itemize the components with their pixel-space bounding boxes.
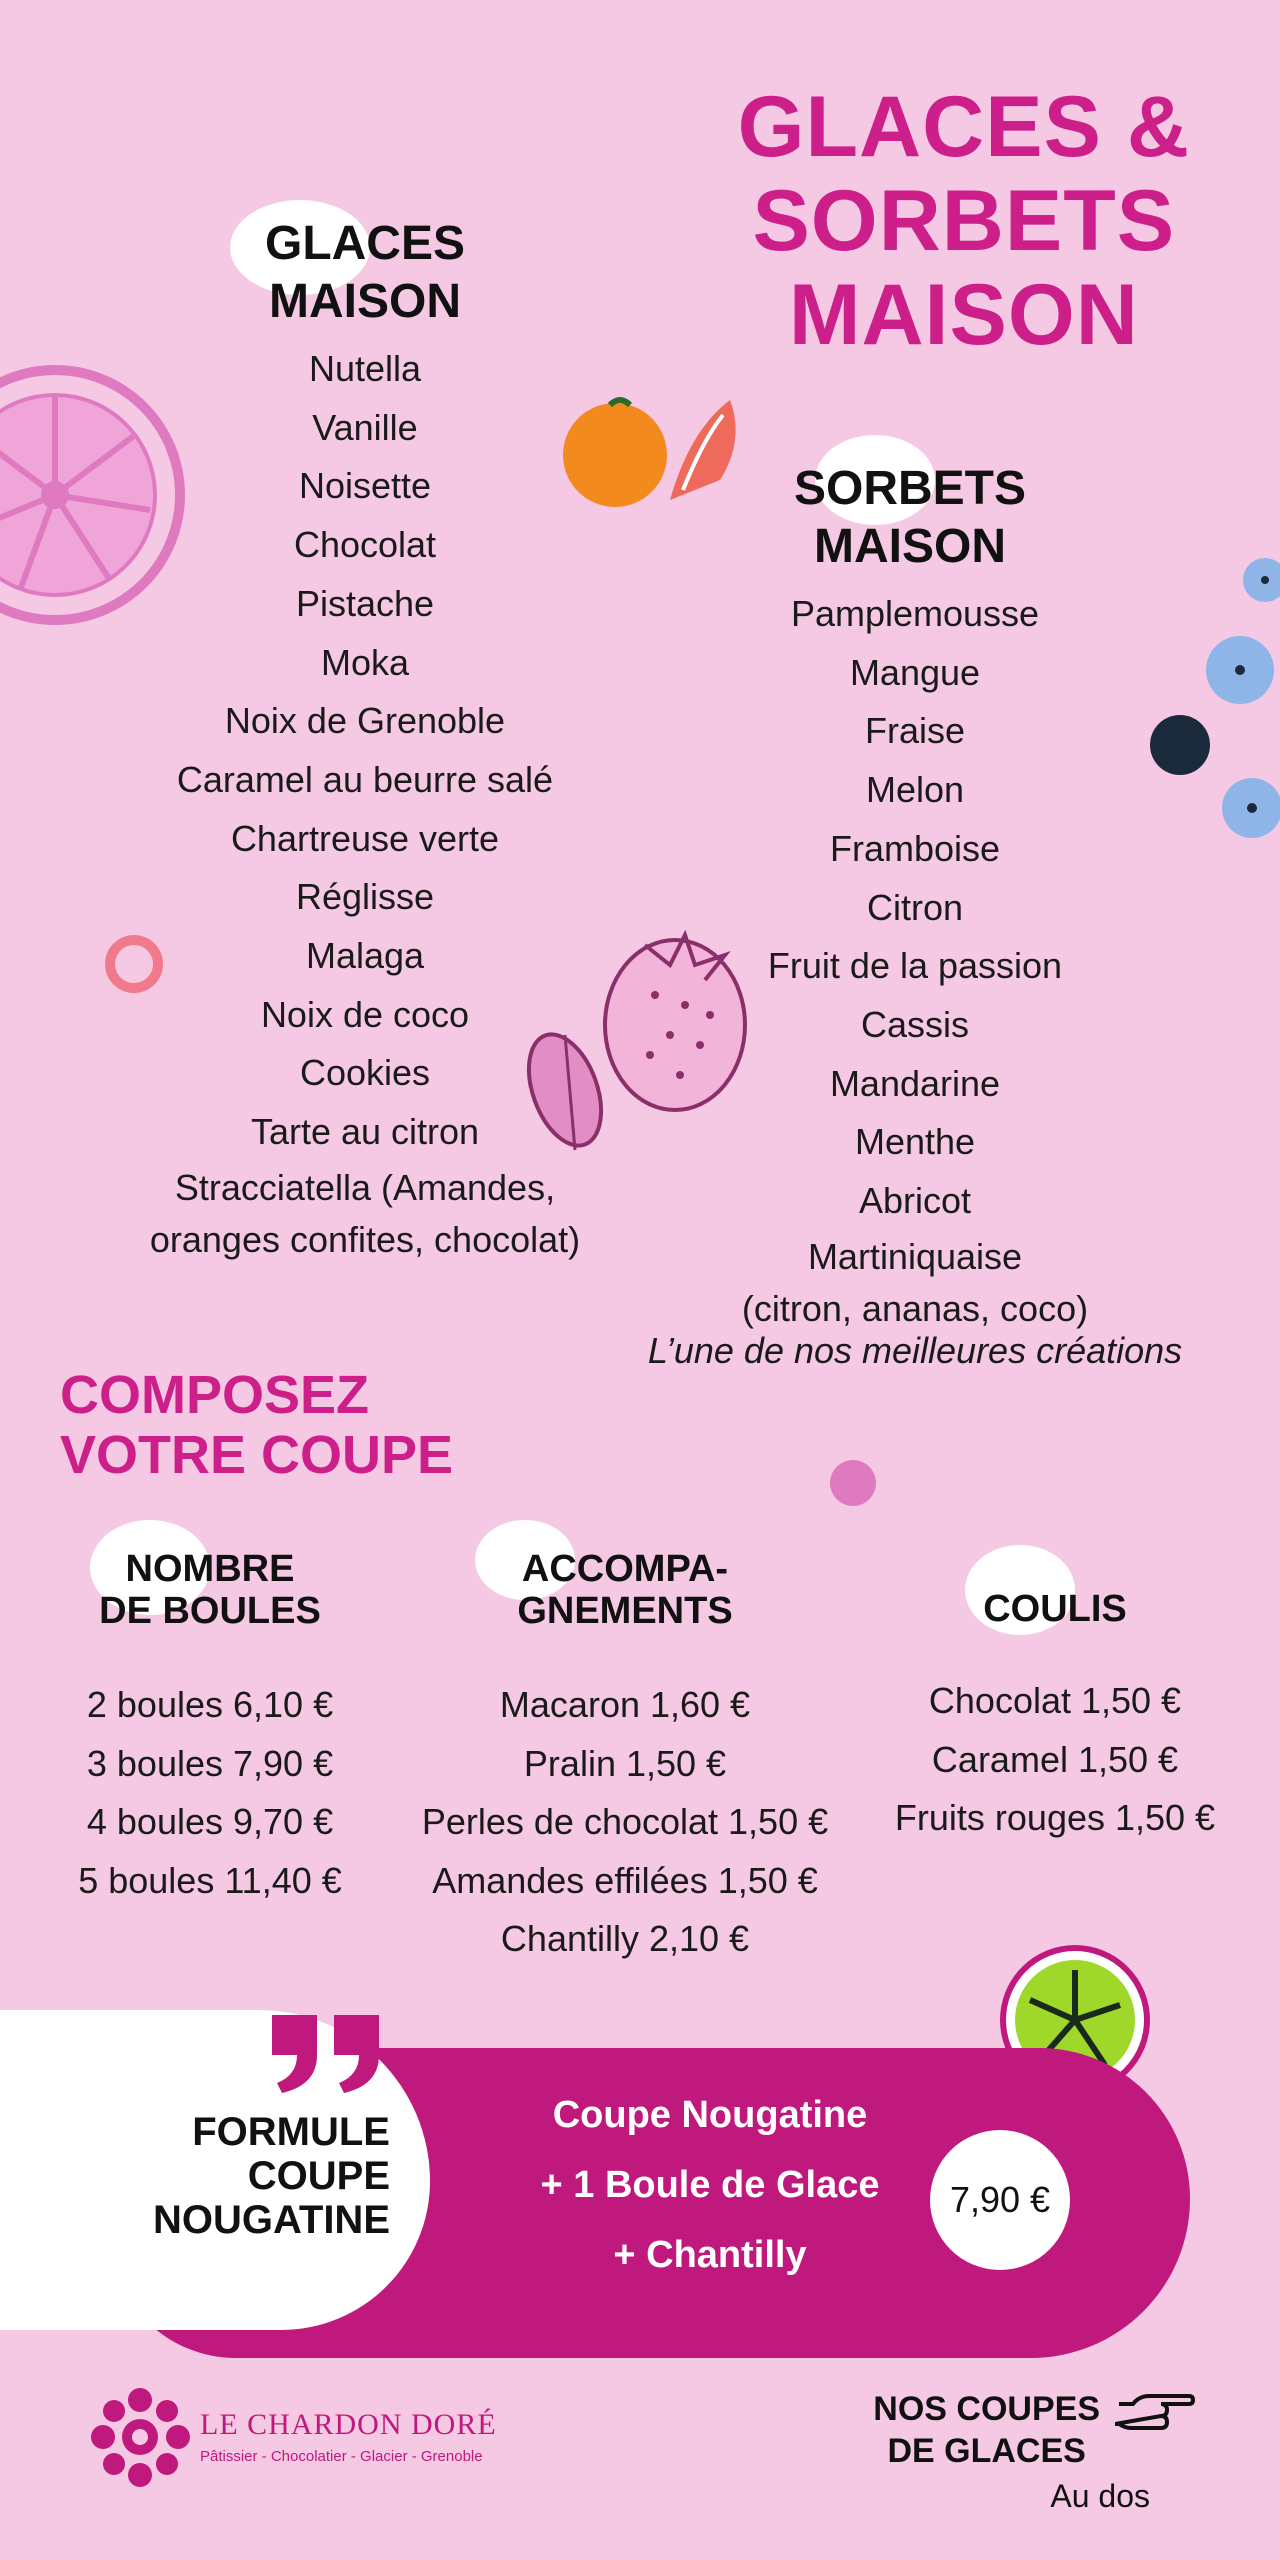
- list-item: Cookies: [299, 1052, 431, 1094]
- logo-tagline: Pâtissier - Chocolatier - Glacier - Grenoble: [200, 2448, 483, 2465]
- formula-title: [60, 2110, 390, 2242]
- nos-coupes-line: DE GLACES: [887, 2432, 1086, 2470]
- accompagnements-list: [385, 1676, 865, 1969]
- list-item: Caramel 1,50 €: [931, 1738, 1179, 1780]
- nos-coupes-label: [873, 2388, 1100, 2472]
- list-item-line: (citron, ananas, coco): [741, 1287, 1089, 1329]
- list-item: Citron: [866, 886, 964, 928]
- list-item: Malaga: [305, 935, 425, 977]
- list-item: Chocolat: [293, 524, 437, 566]
- logo-emblem-icon: [88, 2385, 193, 2490]
- boules-title-line: NOMBRE: [125, 1548, 295, 1590]
- list-item: Nutella: [308, 348, 422, 389]
- list-item: 2 boules 6,10 €: [86, 1684, 334, 1725]
- formula-title-line: NOUGATINE: [152, 2198, 390, 2242]
- list-item-line: Stracciatella (Amandes,: [174, 1166, 556, 1208]
- list-item: Amandes effilées 1,50 €: [432, 1859, 818, 1901]
- list-item: Fruit de la passion: [767, 945, 1063, 987]
- coulis-title-line: COULIS: [983, 1588, 1127, 1630]
- list-item: Pistache: [295, 582, 435, 624]
- coulis-list: [870, 1672, 1240, 1848]
- list-item: Fraise: [864, 710, 966, 752]
- glaces-list: [100, 340, 630, 1266]
- list-item: 4 boules 9,70 €: [86, 1801, 334, 1842]
- formula-price: 7,90 €: [930, 2130, 1070, 2270]
- list-item: Chocolat 1,50 €: [928, 1680, 1182, 1721]
- list-item: Chartreuse verte: [230, 817, 500, 859]
- list-item: Mandarine: [829, 1062, 1001, 1104]
- page-title: [738, 80, 1190, 362]
- list-item: Vanille: [312, 406, 418, 448]
- logo-name: LE CHARDON DORÉ: [200, 2408, 497, 2441]
- coulis-title: [900, 1588, 1210, 1630]
- boules-title: [40, 1548, 380, 1632]
- list-item: Chantilly 2,10 €: [500, 1918, 750, 1959]
- list-item: Mangue: [849, 651, 981, 693]
- list-item: Pralin 1,50 €: [523, 1742, 727, 1784]
- list-item: Fruits rouges 1,50 €: [894, 1797, 1216, 1838]
- pink-dot-icon: [830, 1460, 876, 1506]
- nos-coupes-line: NOS COUPES: [873, 2390, 1100, 2428]
- list-item: [100, 1162, 630, 1266]
- formula-title-line: FORMULE: [192, 2110, 390, 2154]
- quote-icon: [262, 2005, 392, 2095]
- formula-title-line: COUPE: [247, 2154, 390, 2198]
- list-item: Perles de chocolat 1,50 €: [421, 1801, 829, 1842]
- sorbets-list: [700, 585, 1130, 1335]
- page-title-line: MAISON: [788, 267, 1139, 363]
- formula-description: [460, 2080, 960, 2290]
- list-item: Noix de coco: [260, 993, 470, 1035]
- list-item: 3 boules 7,90 €: [86, 1742, 334, 1784]
- formula-line: + Chantilly: [613, 2234, 807, 2276]
- glaces-title-line: GLACES: [264, 217, 465, 270]
- composez-title: [60, 1365, 453, 1485]
- blueberries-icon: [1140, 540, 1280, 840]
- page-title-line: GLACES &: [737, 79, 1190, 175]
- formula-line: Coupe Nougatine: [552, 2094, 868, 2136]
- sorbets-title: [760, 460, 1060, 576]
- composez-title-line: VOTRE COUPE: [60, 1425, 454, 1485]
- list-item: Abricot: [858, 1180, 972, 1222]
- list-item-line: Martiniquaise: [807, 1235, 1023, 1277]
- list-item: Menthe: [854, 1121, 976, 1163]
- accompagnements-title-line: ACCOMPA-: [521, 1548, 729, 1590]
- sorbets-title-line: MAISON: [814, 520, 1006, 573]
- sorbets-note: L’une de nos meilleures créations: [647, 1330, 1183, 1371]
- list-item: Tarte au citron: [250, 1111, 480, 1153]
- pointing-hand-icon: [1115, 2392, 1195, 2436]
- page-title-line: SORBETS: [752, 173, 1176, 269]
- list-item: Réglisse: [295, 876, 435, 918]
- list-item: Caramel au beurre salé: [176, 758, 554, 800]
- list-item: Framboise: [829, 827, 1001, 869]
- boules-title-line: DE BOULES: [99, 1590, 321, 1632]
- list-item: [700, 1231, 1130, 1335]
- boules-list: [40, 1676, 380, 1910]
- list-item: Moka: [320, 641, 410, 683]
- glaces-title-line: MAISON: [269, 275, 461, 328]
- list-item: Noisette: [298, 465, 432, 507]
- list-item: Cassis: [860, 1003, 970, 1045]
- accompagnements-title-line: GNEMENTS: [517, 1590, 733, 1632]
- list-item: Melon: [865, 769, 965, 811]
- sorbets-title-line: SORBETS: [793, 462, 1027, 515]
- formula-line: + 1 Boule de Glace: [540, 2164, 880, 2206]
- list-item: Macaron 1,60 €: [499, 1684, 751, 1725]
- list-item: Pamplemousse: [790, 593, 1040, 634]
- list-item: 5 boules 11,40 €: [78, 1859, 342, 1901]
- glaces-title: [180, 215, 550, 331]
- au-dos-label: Au dos: [1050, 2478, 1150, 2514]
- composez-title-line: COMPOSEZ: [60, 1365, 370, 1425]
- accompagnements-title: [440, 1548, 810, 1632]
- list-item: Noix de Grenoble: [224, 700, 506, 742]
- list-item-line: oranges confites, chocolat): [149, 1218, 581, 1260]
